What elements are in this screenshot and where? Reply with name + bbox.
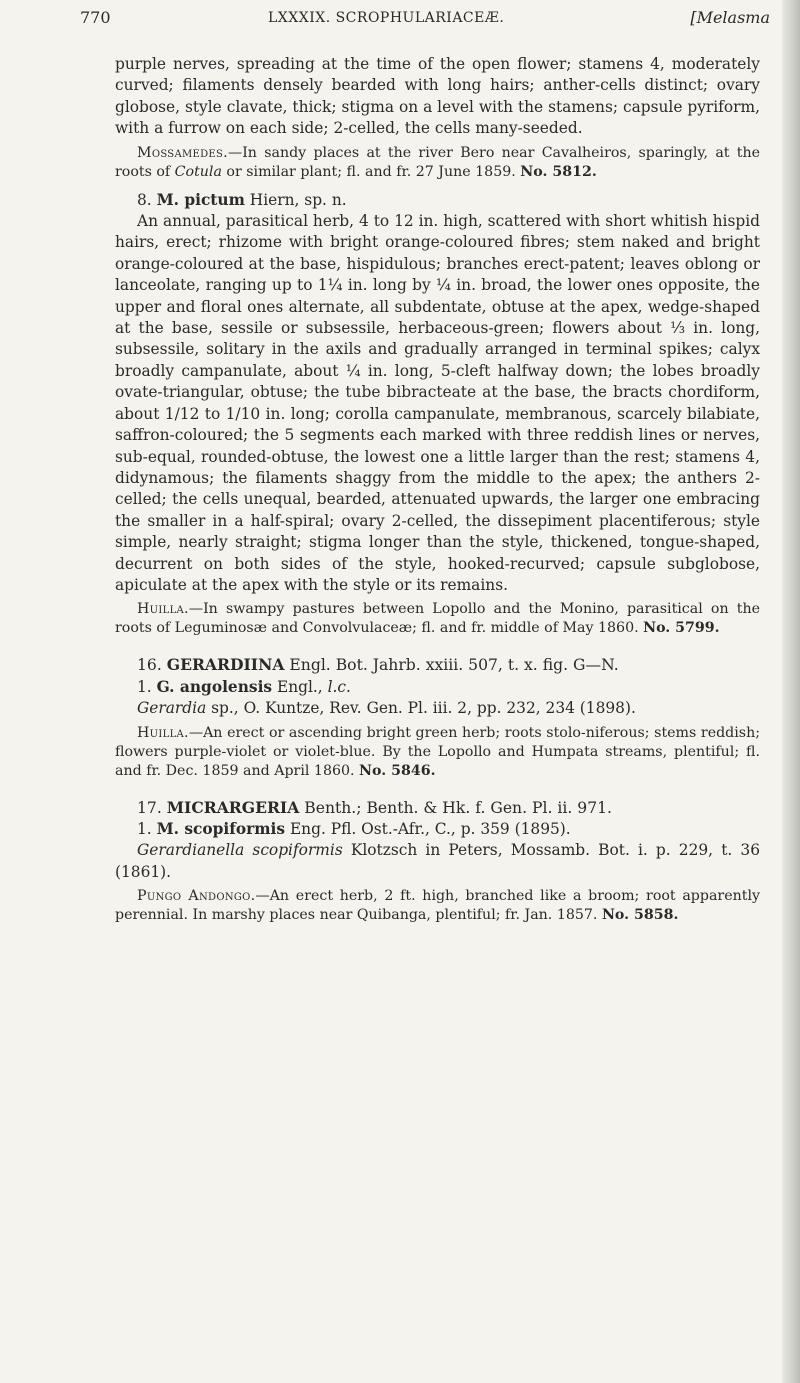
species-number: 1. [137,677,157,696]
species-description: An annual, parasitical herb, 4 to 12 in. high, scattered with short whitish hispid hairs, erect; rhizome with bright orange-coloured fibres; stem naked and bright orange-coloured at the base, hispidulous; branches erect-patent; leaves oblong or lanceolate, ranging up to 1¼ in. long by ¼ in. broad, the lower ones opposite, the upper and floral ones alternate, all subdentate, obtuse at the apex, wedge-shaped at the base, sessile or subsessile, herbaceous-green; flowers about ⅓ in. long, subsessile, solitary in the axils and gradually arranged in terminal spikes; calyx broadly campanulate, about ¼ in. long, 5-cleft halfway down; the lobes broadly ovate-triangular, obtuse; the tube bibracteate at the base, the bracts chordiform, about 1/12 to 1/10 in. long; corolla campanulate, membranous, scarcely bilabiate, saffron-coloured; the 5 segments each marked with three reddish lines or nerves, sub-equal, rounded-obtuse, the lowest one a little larger than the rest; stamens 4, didynamous; the filaments shaggy from the middle to the apex; the anthers 2-celled; the cells unequal, bearded, attenuated upwards, the larger one embracing the smaller in a half-spiral; ovary 2-celled, the dissepiment placentiferous; style simple, nearly straight; stigma longer than the style, thickened, tongue-shaped, decurrent on both sides of the style, hooked-recurved; capsule subglobose, apiculate at the apex with the style or its remains. [115,212,760,594]
genus-reference: Engl. Bot. Jahrb. xxiii. 507, t. x. fig. G—N. [284,656,619,675]
synonym-reference: Klotzsch in Peters, Mossamb. Bot. i. p. 229, t. 36 (1861). [115,841,761,881]
species-name: M. pictum [156,190,245,209]
genus-reference: Benth.; Benth. & Hk. f. Gen. Pl. ii. 971. [299,798,613,817]
synonym-reference: sp., O. Kuntze, Rev. Gen. Pl. iii. 2, pp. 232, 234 (1898). [206,699,636,718]
species-name: G. angolensis [156,677,273,696]
locality-name: Huilla. [137,724,189,741]
genus-heading [115,654,760,676]
specimen-number: No. 5812. [520,163,597,180]
synonym [115,840,760,883]
locality-text: —An erect or ascending bright green herb; roots stolo-niferous; stems reddish; flowers purple-violet or violet-blue. By the Lopollo and Humpata streams, plentiful; fl. and fr. Dec. 1859 and April 1860. [115,724,760,779]
synonym-name: Gerardia [137,699,207,718]
locality-huilla [115,724,760,781]
running-genus: [Melasma [690,8,770,27]
specimen-number: No. 5846. [359,762,436,779]
synonym [115,698,760,719]
species-number: 8. [137,190,157,209]
locality-text: or similar plant; fl. and fr. 27 June 1859. [221,163,521,180]
page-body [115,54,760,925]
specimen-number: No. 5858. [601,907,679,924]
species-heading [115,190,760,211]
page-number: 770 [80,8,111,27]
locality-huilla [115,600,760,638]
genus-name: GERARDIINA [166,655,285,675]
locality-text: —In sandy places at the river Bero near Cavalheiros, sparingly, at the roots of [115,144,760,180]
species-name: M. scopiformis [156,819,286,838]
loc-cit: l.c. [327,677,351,696]
specimen-number: No. 5799. [643,620,720,637]
genus-heading [115,797,760,819]
running-title: LXXXIX. SCROPHULARIACEÆ. [268,10,505,26]
locality-name: Huilla. [137,601,189,618]
synonym-name: Gerardianella scopiformis [137,841,343,860]
host-plant: Cotula [174,163,222,180]
locality-mossamedes [115,144,760,182]
species-heading [115,819,760,840]
locality-text: —An erect herb, 2 ft. high, branched like a broom; root apparently perennial. In marshy places near Quibanga, plentiful; fr. Jan. 1857. [115,888,760,924]
locality-name: Pungo Andongo. [137,888,256,905]
locality-text: —In swampy pastures between Lopollo and the Monino, parasitical on the roots of Leguminosæ and Convolvulaceæ; fl. and fr. middle of May 1860. [115,601,760,637]
species-authority: Eng. Pfl. Ost.-Afr., C., p. 359 (1895). [285,819,571,838]
locality-name: Mossamedes. [137,144,228,161]
species-authority: Hiern, sp. n. [244,190,347,209]
description-continued: purple nerves, spreading at the time of the open flower; stamens 4, moderately curved; filaments densely bearded with long hairs; anther-cells distinct; ovary globose, style clavate, thick; stigma on a level with the stamens; capsule pyriform, with a furrow on each side; 2-celled, the cells many-seeded. [115,55,760,138]
page-binding-shadow [782,0,800,1383]
species-number: 1. [137,819,157,838]
running-header [80,8,770,36]
species-authority: Engl., [272,677,328,696]
genus-number: 16. [137,656,167,675]
species-heading [115,677,760,698]
genus-number: 17. [137,798,167,817]
genus-name: MICRARGERIA [166,797,300,817]
locality-pungo-andongo [115,887,760,925]
